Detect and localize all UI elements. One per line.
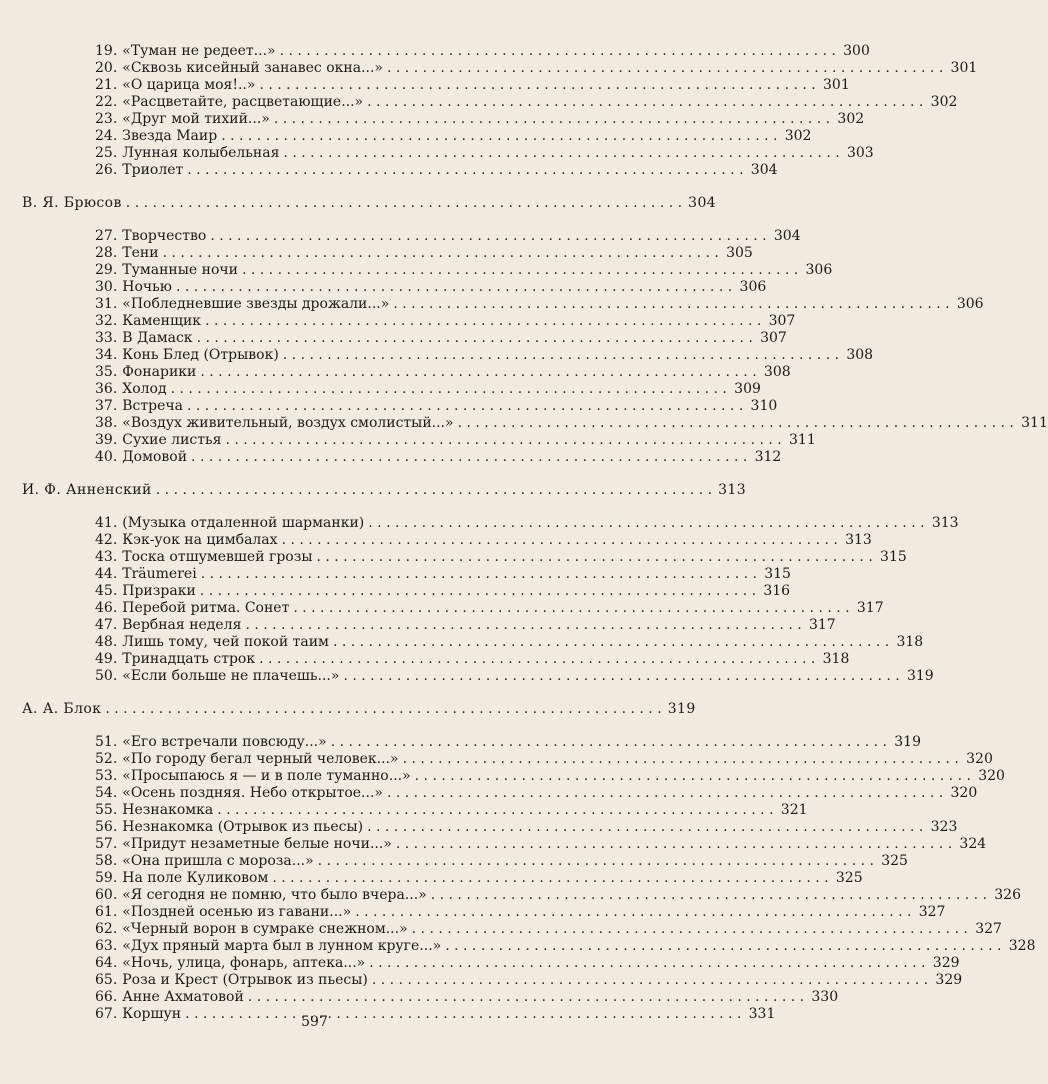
author-name: А. А. Блок xyxy=(22,701,102,717)
entry-title: Перебой ритма. Сонет xyxy=(122,600,290,616)
toc-entry xyxy=(22,600,884,617)
entry-page: 303 xyxy=(846,145,874,161)
entry-title: Тринадцать строк xyxy=(122,651,256,667)
entry-title: Незнакомка (Отрывок из пьесы) xyxy=(122,819,364,835)
author-page: 313 xyxy=(718,482,747,498)
entry-title: «Просыпаюсь я — и в поле туманно...» xyxy=(122,768,411,784)
dot-leader xyxy=(368,515,924,532)
toc-entry xyxy=(22,617,836,634)
entry-number: 45. xyxy=(95,583,118,599)
dot-leader xyxy=(403,751,959,768)
entry-page: 306 xyxy=(739,279,767,295)
dot-leader xyxy=(200,364,756,381)
entry-page: 313 xyxy=(931,515,959,531)
toc-entry xyxy=(22,228,801,245)
entry-title: Анне Ахматовой xyxy=(122,989,244,1005)
toc-entry xyxy=(22,111,865,128)
entry-number: 24. xyxy=(95,128,118,144)
dot-leader xyxy=(372,972,928,989)
toc-entry xyxy=(22,515,959,532)
entry-number: 39. xyxy=(95,432,118,448)
author-heading xyxy=(22,701,696,718)
entry-page: 302 xyxy=(930,94,958,110)
dot-leader xyxy=(225,432,781,449)
entry-title: Вербная неделя xyxy=(122,617,242,633)
toc-entry xyxy=(22,162,778,179)
toc-entry xyxy=(22,43,870,60)
entry-title: Лишь тому, чей покой таим xyxy=(122,634,329,650)
dot-leader xyxy=(201,566,757,583)
dot-leader xyxy=(282,532,838,549)
dot-leader xyxy=(415,768,971,785)
entry-page: 320 xyxy=(950,785,978,801)
entry-title: Творчество xyxy=(122,228,207,244)
entry-title: Туманные ночи xyxy=(122,262,238,278)
entry-title: (Музыка отдаленной шарманки) xyxy=(122,515,365,531)
entry-number: 38. xyxy=(95,415,118,431)
entry-page: 302 xyxy=(784,128,812,144)
entry-page: 327 xyxy=(975,921,1002,937)
entry-number: 44. xyxy=(95,566,118,582)
dot-leader xyxy=(197,330,753,347)
dot-leader xyxy=(242,262,798,279)
entry-title: «Я сегодня не помню, что было вчера...» xyxy=(122,887,427,903)
entry-number: 32. xyxy=(95,313,118,329)
dot-leader xyxy=(171,381,727,398)
entry-number: 47. xyxy=(95,617,118,633)
entry-number: 60. xyxy=(95,887,118,903)
entry-page: 319 xyxy=(906,668,934,684)
entry-title: «Расцветайте, расцветающие...» xyxy=(122,94,364,110)
entry-number: 36. xyxy=(95,381,118,397)
entry-page: 313 xyxy=(845,532,872,548)
dot-leader xyxy=(248,989,804,1006)
dot-leader xyxy=(187,398,743,415)
entry-page: 305 xyxy=(726,245,753,261)
toc-entry xyxy=(22,668,934,685)
dot-leader xyxy=(272,870,828,887)
toc-entry xyxy=(22,415,1048,432)
toc-entry xyxy=(22,94,958,111)
entry-title: Ночью xyxy=(122,279,172,295)
entry-title: «О царица моя!..» xyxy=(122,77,256,93)
entry-page: 318 xyxy=(896,634,924,650)
entry-page: 318 xyxy=(822,651,850,667)
entry-number: 28. xyxy=(95,245,118,261)
entry-number: 42. xyxy=(95,532,118,548)
entry-page: 300 xyxy=(843,43,870,59)
entry-page: 317 xyxy=(856,600,884,616)
entry-title: Коршун xyxy=(122,1006,182,1022)
toc-entry xyxy=(22,989,839,1006)
toc-entry xyxy=(22,583,791,600)
toc-entry xyxy=(22,955,960,972)
toc-entry xyxy=(22,853,908,870)
toc-entry xyxy=(22,785,978,802)
toc-entry xyxy=(22,887,1021,904)
entry-page: 306 xyxy=(956,296,984,312)
entry-title: «Поздней осенью из гавани...» xyxy=(122,904,352,920)
toc-entry xyxy=(22,245,753,262)
author-page: 304 xyxy=(688,195,717,211)
entry-title: В Дамаск xyxy=(122,330,193,346)
entry-page: 304 xyxy=(750,162,778,178)
entry-number: 55. xyxy=(95,802,118,818)
toc-entry xyxy=(22,128,812,145)
entry-number: 58. xyxy=(95,853,118,869)
entry-number: 40. xyxy=(95,449,118,465)
entry-title: «Ночь, улица, фонарь, аптека...» xyxy=(122,955,366,971)
entry-title: «Его встречали повсюду...» xyxy=(122,734,327,750)
entry-number: 23. xyxy=(95,111,118,127)
dot-leader xyxy=(245,617,801,634)
dot-leader xyxy=(217,802,773,819)
entry-title: Холод xyxy=(122,381,167,397)
dot-leader xyxy=(317,549,873,566)
entry-title: Встреча xyxy=(122,398,183,414)
entry-title: Träumerei xyxy=(122,566,197,582)
dot-leader xyxy=(458,415,1014,432)
dot-leader xyxy=(156,482,712,499)
entry-number: 29. xyxy=(95,262,118,278)
entry-number: 31. xyxy=(95,296,118,312)
entry-title: Каменщик xyxy=(122,313,202,329)
entry-page: 311 xyxy=(1021,415,1048,431)
entry-page: 319 xyxy=(894,734,921,750)
entry-title: На поле Куликовом xyxy=(122,870,269,886)
toc-entry xyxy=(22,734,921,751)
entry-title: Тени xyxy=(122,245,159,261)
entry-number: 52. xyxy=(95,751,118,767)
dot-leader xyxy=(191,449,747,466)
entry-title: «Придут незаметные белые ночи...» xyxy=(122,836,392,852)
entry-title: «Воздух живительный, воздух смолистый...» xyxy=(122,415,454,431)
toc-entry xyxy=(22,751,993,768)
toc-entry xyxy=(22,262,833,279)
entry-number: 56. xyxy=(95,819,118,835)
entry-page: 329 xyxy=(932,955,960,971)
dot-leader xyxy=(205,313,761,330)
entry-page: 316 xyxy=(763,583,791,599)
entry-number: 20. xyxy=(95,60,118,76)
entry-page: 315 xyxy=(764,566,791,582)
entry-title: Незнакомка xyxy=(122,802,214,818)
entry-number: 51. xyxy=(95,734,118,750)
entry-title: «Друг мой тихий...» xyxy=(122,111,270,127)
entry-page: 304 xyxy=(773,228,801,244)
entry-page: 311 xyxy=(789,432,816,448)
entry-title: «Побледневшие звезды дрожали...» xyxy=(122,296,390,312)
entry-number: 21. xyxy=(95,77,118,93)
dot-leader xyxy=(163,245,719,262)
entry-title: Звезда Маир xyxy=(122,128,218,144)
dot-leader xyxy=(331,734,887,751)
entry-page: 324 xyxy=(959,836,987,852)
entry-page: 321 xyxy=(780,802,808,818)
entry-page: 315 xyxy=(880,549,907,565)
entry-title: Домовой xyxy=(122,449,188,465)
entry-number: 64. xyxy=(95,955,118,971)
toc-entry xyxy=(22,904,946,921)
dot-leader xyxy=(387,785,943,802)
entry-page: 328 xyxy=(1008,938,1036,954)
entry-number: 43. xyxy=(95,549,118,565)
table-of-contents xyxy=(22,43,1048,1023)
entry-page: 312 xyxy=(754,449,782,465)
entry-number: 37. xyxy=(95,398,118,414)
entry-title: Призраки xyxy=(122,583,196,599)
entry-number: 25. xyxy=(95,145,118,161)
entry-page: 308 xyxy=(846,347,874,363)
dot-leader xyxy=(200,583,756,600)
dot-leader xyxy=(105,701,661,718)
entry-number: 65. xyxy=(95,972,118,988)
entry-title: «Черный ворон в сумраке снежном...» xyxy=(122,921,408,937)
author-name: И. Ф. Анненский xyxy=(22,482,152,498)
entry-number: 35. xyxy=(95,364,118,380)
entry-page: 309 xyxy=(734,381,761,397)
entry-page: 325 xyxy=(835,870,863,886)
dot-leader xyxy=(126,195,682,212)
entry-number: 19. xyxy=(95,43,118,59)
entry-number: 54. xyxy=(95,785,118,801)
entry-number: 67. xyxy=(95,1006,118,1022)
toc-entry xyxy=(22,313,796,330)
entry-title: Фонарики xyxy=(122,364,197,380)
dot-leader xyxy=(387,60,943,77)
entry-title: Роза и Крест (Отрывок из пьесы) xyxy=(122,972,368,988)
dot-leader xyxy=(274,111,830,128)
dot-leader xyxy=(210,228,766,245)
dot-leader xyxy=(431,887,987,904)
dot-leader xyxy=(412,921,968,938)
entry-number: 48. xyxy=(95,634,118,650)
entry-page: 330 xyxy=(811,989,839,1005)
toc-entry xyxy=(22,145,874,162)
entry-number: 27. xyxy=(95,228,118,244)
dot-leader xyxy=(396,836,952,853)
entry-title: Сухие листья xyxy=(122,432,222,448)
dot-leader xyxy=(333,634,889,651)
toc-entry xyxy=(22,347,874,364)
dot-leader xyxy=(367,94,923,111)
toc-entry xyxy=(22,972,963,989)
entry-title: «Сквозь кисейный занавес окна...» xyxy=(122,60,383,76)
page-number: 597 xyxy=(301,1014,328,1030)
dot-leader xyxy=(367,819,923,836)
entry-number: 59. xyxy=(95,870,118,886)
toc-entry xyxy=(22,819,958,836)
entry-number: 46. xyxy=(95,600,118,616)
toc-entry xyxy=(22,330,787,347)
toc-entry xyxy=(22,449,782,466)
dot-leader xyxy=(393,296,949,313)
dot-leader xyxy=(259,77,815,94)
author-name: В. Я. Брюсов xyxy=(22,195,122,211)
entry-page: 320 xyxy=(978,768,1005,784)
entry-page: 310 xyxy=(750,398,778,414)
entry-page: 327 xyxy=(918,904,946,920)
author-heading xyxy=(22,195,717,212)
toc-entry xyxy=(22,938,1036,955)
entry-page: 329 xyxy=(935,972,963,988)
entry-number: 53. xyxy=(95,768,118,784)
entry-number: 41. xyxy=(95,515,118,531)
dot-leader xyxy=(343,668,899,685)
toc-entry xyxy=(22,532,872,549)
author-heading xyxy=(22,482,747,499)
dot-leader xyxy=(355,904,911,921)
toc-entry xyxy=(22,398,778,415)
entry-title: «По городу бегал черный человек...» xyxy=(122,751,399,767)
dot-leader xyxy=(445,938,1001,955)
entry-number: 26. xyxy=(95,162,118,178)
toc-entry xyxy=(22,768,1005,785)
toc-entry xyxy=(22,634,924,651)
dot-leader xyxy=(293,600,849,617)
entry-title: «Туман не редеет...» xyxy=(122,43,276,59)
dot-leader xyxy=(187,162,743,179)
dot-leader xyxy=(259,651,815,668)
entry-number: 50. xyxy=(95,668,118,684)
toc-entry xyxy=(22,77,850,94)
entry-number: 30. xyxy=(95,279,118,295)
entry-page: 307 xyxy=(768,313,796,329)
toc-entry xyxy=(22,279,767,296)
entry-number: 34. xyxy=(95,347,118,363)
entry-page: 302 xyxy=(837,111,865,127)
entry-title: Лунная колыбельная xyxy=(122,145,280,161)
entry-title: Конь Блед (Отрывок) xyxy=(122,347,279,363)
toc-entry xyxy=(22,651,850,668)
entry-number: 57. xyxy=(95,836,118,852)
toc-entry xyxy=(22,802,808,819)
entry-page: 307 xyxy=(760,330,787,346)
entry-number: 61. xyxy=(95,904,118,920)
entry-page: 331 xyxy=(748,1006,776,1022)
toc-entry xyxy=(22,432,816,449)
entry-number: 66. xyxy=(95,989,118,1005)
dot-leader xyxy=(280,43,836,60)
entry-title: «Она пришла с мороза...» xyxy=(122,853,314,869)
toc-entry xyxy=(22,60,978,77)
toc-entry xyxy=(22,364,791,381)
dot-leader xyxy=(283,347,839,364)
dot-leader xyxy=(283,145,839,162)
entry-page: 301 xyxy=(950,60,978,76)
entry-number: 33. xyxy=(95,330,118,346)
entry-title: «Осень поздняя. Небо открытое...» xyxy=(122,785,383,801)
entry-title: «Дух пряный марта был в лунном круге...» xyxy=(122,938,442,954)
toc-entry xyxy=(22,296,984,313)
entry-number: 49. xyxy=(95,651,118,667)
entry-page: 306 xyxy=(805,262,833,278)
entry-title: Тоска отшумевшей грозы xyxy=(122,549,313,565)
toc-entry xyxy=(22,870,863,887)
entry-page: 317 xyxy=(808,617,836,633)
entry-title: Кэк-уок на цимбалах xyxy=(122,532,278,548)
toc-entry xyxy=(22,921,1002,938)
dot-leader xyxy=(176,279,732,296)
entry-page: 308 xyxy=(763,364,791,380)
dot-leader xyxy=(318,853,874,870)
toc-entry xyxy=(22,566,791,583)
dot-leader xyxy=(369,955,925,972)
toc-entry xyxy=(22,836,987,853)
toc-entry xyxy=(22,549,907,566)
entry-number: 62. xyxy=(95,921,118,937)
entry-page: 301 xyxy=(823,77,850,93)
entry-page: 326 xyxy=(994,887,1021,903)
entry-title: «Если больше не плачешь...» xyxy=(122,668,340,684)
dot-leader xyxy=(221,128,777,145)
toc-entry xyxy=(22,381,761,398)
entry-page: 325 xyxy=(881,853,908,869)
author-page: 319 xyxy=(667,701,696,717)
entry-page: 320 xyxy=(966,751,993,767)
entry-number: 22. xyxy=(95,94,118,110)
entry-title: Триолет xyxy=(122,162,184,178)
entry-page: 323 xyxy=(930,819,958,835)
entry-number: 63. xyxy=(95,938,118,954)
